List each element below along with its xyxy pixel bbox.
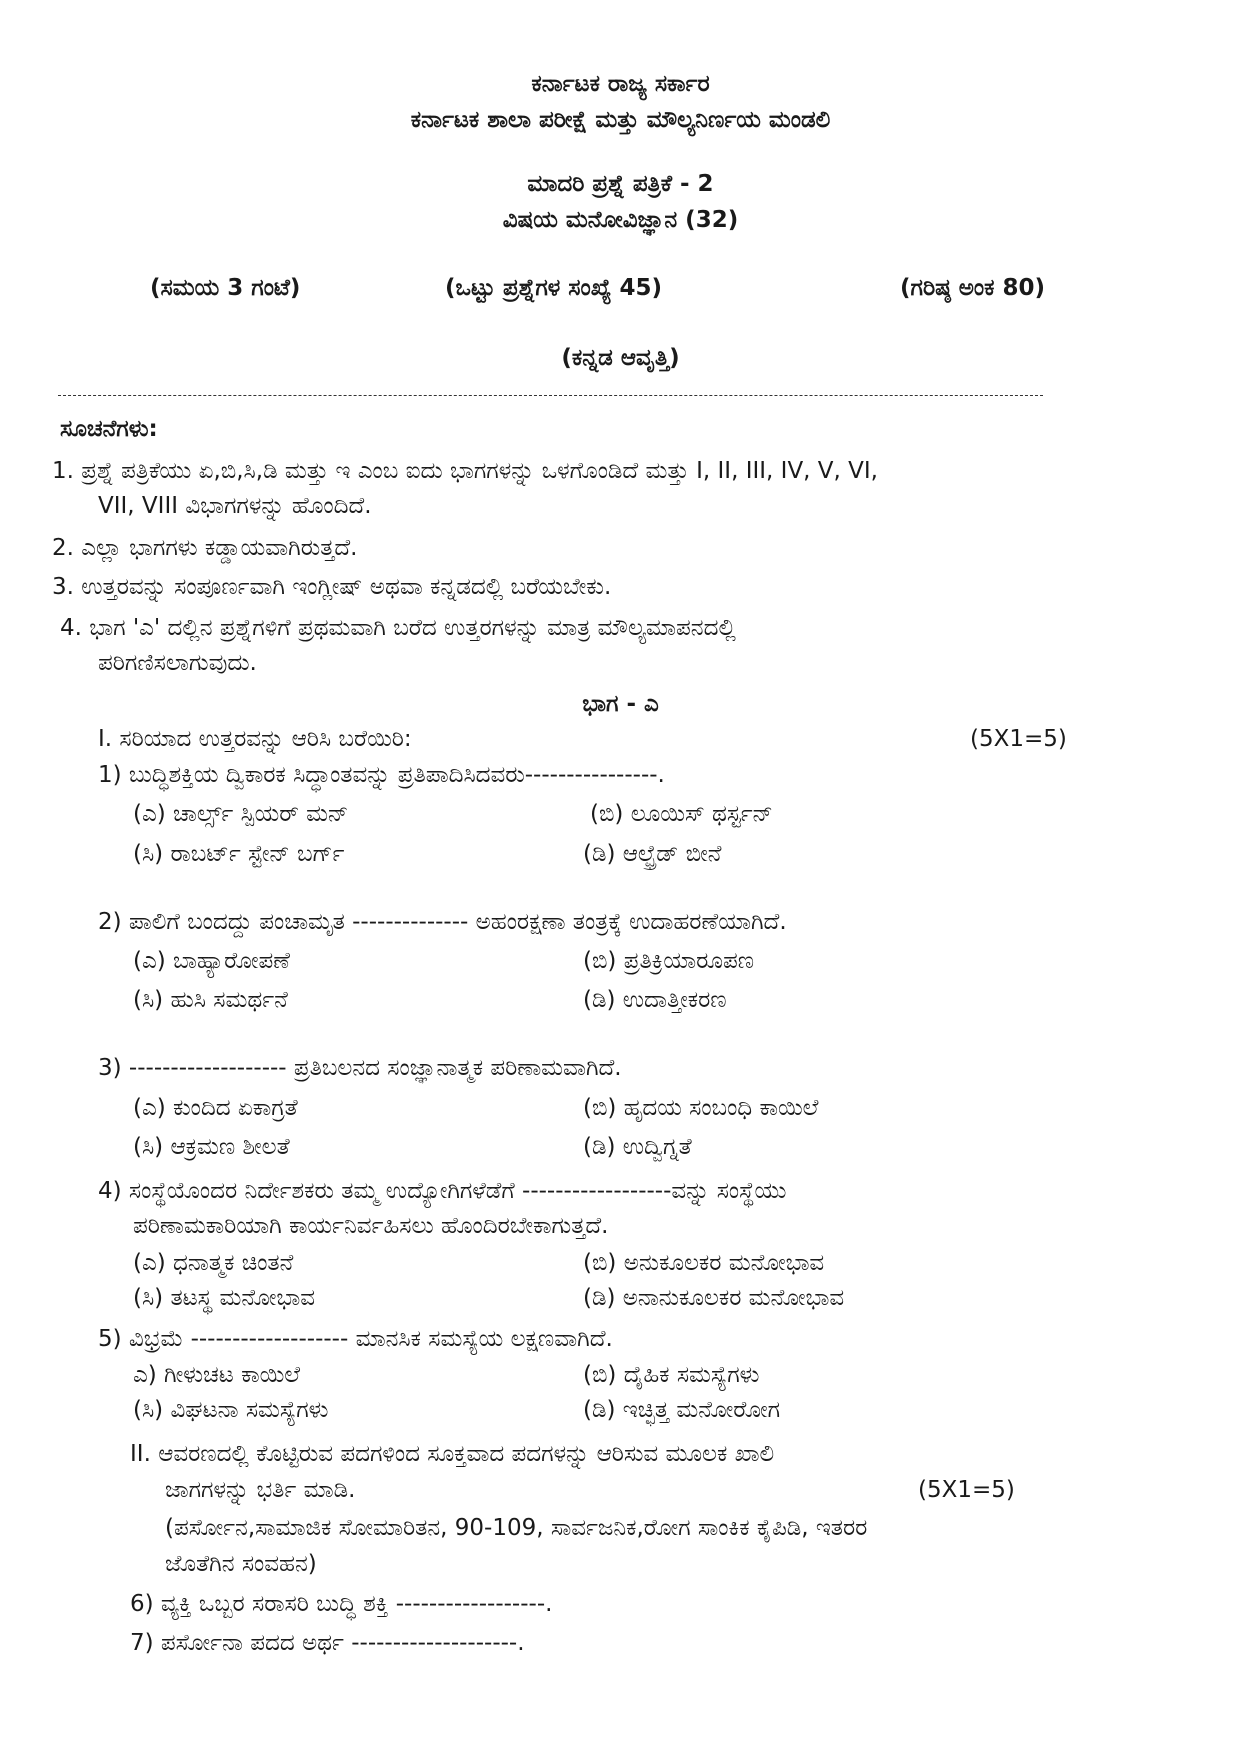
question-2: 2) ಪಾಲಿಗೆ ಬಂದದ್ದು ಪಂಚಾಮೃತ -------------- ಅಹಂರಕ್ಷಣಾ ತಂತ್ರಕ್ಕೆ ಉದಾಹರಣೆಯಾಗಿದೆ. [98,909,787,935]
option: (ಸಿ) ಹುಸಿ ಸಮರ್ಥನೆ [133,987,288,1013]
section2-title: II. ಆವರಣದಲ್ಲಿ ಕೊಟ್ಟಿರುವ ಪದಗಳಿಂದ ಸೂಕ್ತವಾದ ಪದಗಳನ್ನು ಆರಿಸುವ ಮೂಲಕ ಖಾಲಿ [130,1441,775,1467]
question-3: 3) ------------------- ಪ್ರತಿಬಲನದ ಸಂಜ್ಞಾನಾತ್ಮಕ ಪರಿಣಾಮವಾಗಿದೆ. [98,1055,622,1081]
question-7: 7) ಪರ್ಸೋನಾ ಪದದ ಅರ್ಥ --------------------. [130,1630,525,1656]
option: (ಡಿ) ಉದಾತ್ತೀಕರಣ [583,987,727,1013]
instructions-heading: ಸೂಚನೆಗಳು: [60,416,158,442]
instruction-item: 3. ಉತ್ತರವನ್ನು ಸಂಪೂರ್ಣವಾಗಿ ಇಂಗ್ಲೀಷ್ ಅಥವಾ ಕನ್ನಡದಲ್ಲಿ ಬರೆಯಬೇಕು. [52,574,612,600]
question-4-cont: ಪರಿಣಾಮಕಾರಿಯಾಗಿ ಕಾರ್ಯನಿರ್ವಹಿಸಲು ಹೊಂದಿರಬೇಕಾಗುತ್ತದೆ. [133,1213,609,1239]
board-title: ಕರ್ನಾಟಕ ಶಾಲಾ ಪರೀಕ್ಷೆ ಮತ್ತು ಮೌಲ್ಯನಿರ್ಣಯ ಮಂಡಲಿ [410,107,831,133]
section2-marks: (5X1=5) [918,1477,1015,1503]
option: (ಬಿ) ಹೃದಯ ಸಂಬಂಧಿ ಕಾಯಿಲೆ [583,1095,819,1121]
part-heading: ಭಾಗ - ಎ [582,691,659,717]
option: (ಡಿ) ಇಚ್ಛಿತ್ತ ಮನೋರೋಗ [583,1397,781,1423]
instruction-item: VII, VIII ವಿಭಾಗಗಳನ್ನು ಹೊಂದಿದೆ. [98,493,372,519]
section1-marks: (5X1=5) [970,726,1067,752]
question-4: 4) ಸಂಸ್ಥೆಯೊಂದರ ನಿರ್ದೇಶಕರು ತಮ್ಮ ಉದ್ಯೋಗಿಗಳೆಡೆಗೆ ------------------ವನ್ನು ಸಂಸ್ಥೆಯು [98,1178,787,1204]
word-bank: (ಪರ್ಸೋನ,ಸಾಮಾಜಿಕ ಸೋಮಾರಿತನ, 90-109, ಸಾರ್ವಜನಿಕ,ರೋಗ ಸಾಂಕಿಕ ಕೈಪಿಡಿ, ಇತರರ [165,1515,868,1541]
instruction-item: ಪರಿಗಣಿಸಲಾಗುವುದು. [98,650,257,676]
question-6: 6) ವ್ಯಕ್ತಿ ಒಬ್ಬರ ಸರಾಸರಿ ಬುದ್ಧಿ ಶಕ್ತಿ ------------------. [130,1591,553,1617]
option: (ಸಿ) ಆಕ್ರಮಣ ಶೀಲತೆ [133,1134,290,1160]
question-5: 5) ವಿಭ್ರಮೆ ------------------- ಮಾನಸಿಕ ಸಮಸ್ಯೆಯ ಲಕ್ಷಣವಾಗಿದೆ. [98,1326,613,1352]
option: ಎ) ಗೀಳುಚಟ ಕಾಯಿಲೆ [133,1362,301,1388]
max-marks: (ಗರಿಷ್ಠ ಅಂಕ 80) [900,275,1045,301]
divider [58,395,1043,396]
instruction-item: 2. ಎಲ್ಲಾ ಭಾಗಗಳು ಕಡ್ಡಾಯವಾಗಿರುತ್ತದೆ. [52,535,358,561]
section1-title: I. ಸರಿಯಾದ ಉತ್ತರವನ್ನು ಆರಿಸಿ ಬರೆಯಿರಿ: [98,726,412,752]
option: (ಡಿ) ಆಲ್ಫ್ರೆಡ್ ಬೀನೆ [583,841,722,867]
instruction-item: 4. ಭಾಗ 'ಎ' ದಲ್ಲಿನ ಪ್ರಶ್ನೆಗಳಿಗೆ ಪ್ರಥಮವಾಗಿ ಬರೆದ ಉತ್ತರಗಳನ್ನು ಮಾತ್ರ ಮೌಲ್ಯಮಾಪನದಲ್ಲಿ [60,615,736,641]
option: (ಸಿ) ರಾಬರ್ಟ್ ಸ್ಟೇನ್ ಬರ್ಗ್ [133,841,345,867]
option: (ಸಿ) ತಟಸ್ಥ ಮನೋಭಾವ [133,1285,315,1311]
option: (ಬಿ) ಅನುಕೂಲಕರ ಮನೋಭಾವ [583,1250,825,1276]
option: (ಡಿ) ಉದ್ವಿಗ್ನತೆ [583,1134,692,1160]
option: (ಎ) ಧನಾತ್ಮಕ ಚಿಂತನೆ [133,1250,294,1276]
option: (ಎ) ಚಾರ್ಲ್ಸ್ ಸ್ಪಿಯರ್ ಮನ್ [133,801,349,827]
edition-label: (ಕನ್ನಡ ಆವೃತ್ತಿ) [561,345,680,371]
option: (ಬಿ) ಲೂಯಿಸ್ ಥರ್ಸ್ಟನ್ [590,801,773,827]
paper-title: ಮಾದರಿ ಪ್ರಶ್ನೆ ಪತ್ರಿಕೆ - 2 [527,171,714,197]
section2-title-cont: ಜಾಗಗಳನ್ನು ಭರ್ತಿ ಮಾಡಿ. [165,1477,356,1503]
option: (ಎ) ಬಾಹ್ಯಾರೋಪಣೆ [133,948,290,974]
option: (ಬಿ) ದೈಹಿಕ ಸಮಸ್ಯೆಗಳು [583,1362,760,1388]
question-1: 1) ಬುದ್ಧಿಶಕ್ತಿಯ ದ್ವಿಕಾರಕ ಸಿದ್ಧಾಂತವನ್ನು ಪ್ರತಿಪಾದಿಸಿದವರು----------------. [98,762,665,788]
option: (ಸಿ) ವಿಘಟನಾ ಸಮಸ್ಯೆಗಳು [133,1397,329,1423]
option: (ಬಿ) ಪ್ರತಿಕ್ರಿಯಾರೂಪಣ [583,948,755,974]
question-count: (ಒಟ್ಟು ಪ್ರಶ್ನೆಗಳ ಸಂಖ್ಯೆ 45) [445,275,663,301]
option: (ಡಿ) ಅನಾನುಕೂಲಕರ ಮನೋಭಾವ [583,1285,845,1311]
subject-title: ವಿಷಯ ಮನೋವಿಜ್ಞಾನ (32) [502,207,739,233]
word-bank-cont: ಜೊತೆಗಿನ ಸಂವಹನ) [165,1551,317,1577]
time-label: (ಸಮಯ 3 ಗಂಟೆ) [150,275,301,301]
govt-title: ಕರ್ನಾಟಕ ರಾಜ್ಯ ಸರ್ಕಾರ [531,71,710,97]
instruction-item: 1. ಪ್ರಶ್ನೆ ಪತ್ರಿಕೆಯು ಏ,ಬಿ,ಸಿ,ಡಿ ಮತ್ತು ಇ ಎಂಬ ಐದು ಭಾಗಗಳನ್ನು ಒಳಗೊಂಡಿದೆ ಮತ್ತು I, II, III, IV, V, VI, [52,458,878,484]
option: (ಎ) ಕುಂದಿದ ಏಕಾಗ್ರತೆ [133,1095,298,1121]
